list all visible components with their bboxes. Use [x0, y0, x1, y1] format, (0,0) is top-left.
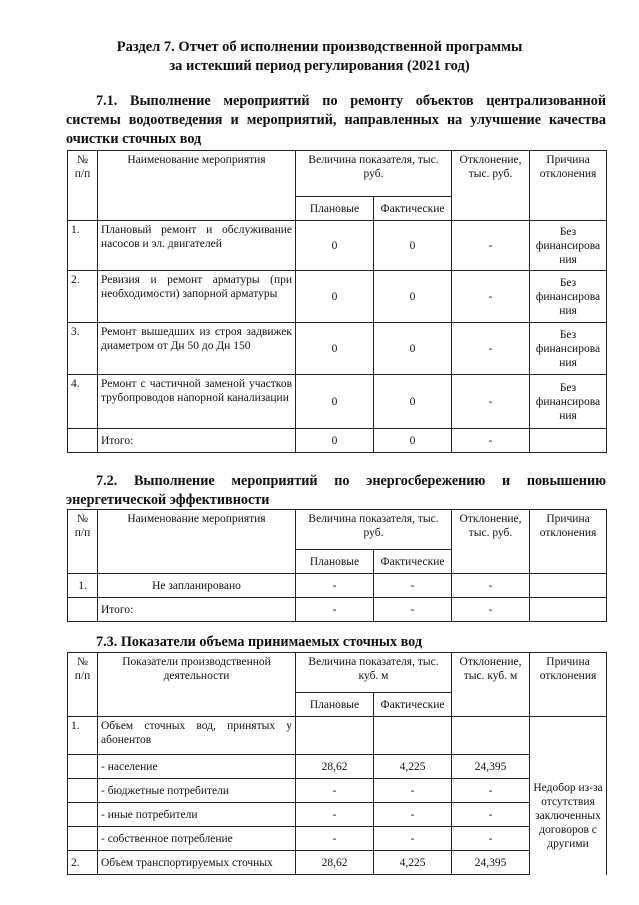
table-row-total	[68, 598, 607, 622]
empty-cell	[68, 779, 98, 803]
row-plan: 0	[296, 221, 374, 271]
table-row	[68, 851, 607, 875]
row-plan: 0	[296, 375, 374, 429]
empty-cell	[452, 717, 530, 755]
empty-cell	[68, 755, 98, 779]
t2-header-num: № п/п	[68, 510, 98, 574]
table-row	[68, 755, 607, 779]
row-deviation: 24,395	[452, 755, 530, 779]
t3-header-plan: Плановые	[296, 693, 374, 717]
row-fact: -	[374, 827, 452, 851]
row-reason: Без финансирова ния	[530, 323, 607, 375]
row-deviation: -	[452, 429, 530, 453]
row-deviation: -	[452, 779, 530, 803]
t2-header-name: Наименование мероприятия	[98, 510, 296, 574]
empty-cell	[296, 717, 374, 755]
empty-cell	[68, 827, 98, 851]
row-reason	[530, 598, 607, 622]
row-reason: Без финансирова ния	[530, 375, 607, 429]
row-num: 1.	[68, 574, 98, 598]
table-row	[68, 271, 607, 323]
t1-header-name: Наименование мероприятия	[98, 151, 296, 221]
t1-header-fact: Фактические	[374, 197, 452, 221]
row-deviation: -	[452, 803, 530, 827]
row-name: - бюджетные потребители	[98, 779, 296, 803]
t3-header-deviation: Отклонение, тыс. куб. м	[452, 653, 530, 717]
row-plan: -	[296, 598, 374, 622]
row-name: - собственное потребление	[98, 827, 296, 851]
row-num: 2.	[68, 851, 98, 875]
row-deviation: -	[452, 221, 530, 271]
row-deviation: -	[452, 271, 530, 323]
row-fact: 4,225	[374, 851, 452, 875]
row-reason	[530, 574, 607, 598]
row-num	[68, 598, 98, 622]
table-7-1	[67, 150, 607, 453]
t2-header-deviation: Отклонение, тыс. руб.	[452, 510, 530, 574]
row-plan: 0	[296, 271, 374, 323]
t2-header-reason: Причина отклонения	[530, 510, 607, 574]
row-deviation: -	[452, 574, 530, 598]
table-row	[68, 221, 607, 271]
t2-header-value: Величина показателя, тыс. руб.	[296, 510, 452, 550]
section-title-line1: Раздел 7. Отчет об исполнении производственной программы	[116, 39, 523, 55]
t3-header-name: Показатели производственной деятельности	[98, 653, 296, 717]
row-plan: 0	[296, 323, 374, 375]
row-fact: 0	[374, 271, 452, 323]
row-num: 4.	[68, 375, 98, 429]
table-row	[68, 827, 607, 851]
row-num: 1.	[68, 717, 98, 755]
table-row	[68, 803, 607, 827]
row-fact: -	[374, 803, 452, 827]
row-fact: 0	[374, 429, 452, 453]
table-row	[68, 375, 607, 429]
row-fact: 0	[374, 375, 452, 429]
table-row	[68, 323, 607, 375]
t1-header-reason: Причина отклонения	[530, 151, 607, 221]
table-7-2	[67, 509, 607, 622]
row-name: Итого:	[98, 598, 296, 622]
row-num: 3.	[68, 323, 98, 375]
t3-header-reason: Причина отклонения	[530, 653, 607, 717]
row-plan: -	[296, 574, 374, 598]
t3-header-value: Величина показателя, тыс. куб. м	[296, 653, 452, 693]
table-row	[68, 574, 607, 598]
row-name: Объем сточных вод, принятых у абонентов	[98, 717, 296, 755]
table-7-3	[67, 652, 607, 875]
row-name: Не запланировано	[98, 574, 296, 598]
table-row	[68, 779, 607, 803]
row-name: Ревизия и ремонт арматуры (при необходимости) запорной арматуры	[98, 271, 296, 323]
row-name: Плановый ремонт и обслуживание насосов и эл. двигателей	[98, 221, 296, 271]
table-row-total	[68, 429, 607, 453]
row-deviation: 24,395	[452, 851, 530, 875]
empty-cell	[374, 717, 452, 755]
row-deviation: -	[452, 827, 530, 851]
row-name: - население	[98, 755, 296, 779]
heading-7-1: 7.1. Выполнение мероприятий по ремонту объектов централизованной системы водоотведения и мероприятий, направленных на улучшение качества очистки сточных вод	[66, 93, 606, 147]
t3-reason: Недобор из-за отсутствия заключенных договоров с другими	[530, 717, 607, 875]
row-num: 1.	[68, 221, 98, 271]
row-deviation: -	[452, 375, 530, 429]
row-num: 2.	[68, 271, 98, 323]
row-reason: Без финансирова ния	[530, 271, 607, 323]
table-row	[68, 717, 607, 755]
heading-7-2: 7.2. Выполнение мероприятий по энергосбережению и повышению энергетической эффективности	[66, 473, 606, 508]
row-num	[68, 429, 98, 453]
row-name: Итого:	[98, 429, 296, 453]
row-fact: 0	[374, 221, 452, 271]
t3-header-num: № п/п	[68, 653, 98, 717]
t1-header-num: № п/п	[68, 151, 98, 221]
t1-header-plan: Плановые	[296, 197, 374, 221]
row-name: Объем транспортируемых сточных	[98, 851, 296, 875]
row-plan: 28,62	[296, 851, 374, 875]
empty-cell	[68, 803, 98, 827]
row-reason	[530, 429, 607, 453]
row-reason: Без финансирова ния	[530, 221, 607, 271]
t2-header-plan: Плановые	[296, 550, 374, 574]
row-name: - иные потребители	[98, 803, 296, 827]
t2-header-fact: Фактические	[374, 550, 452, 574]
row-name: Ремонт вышедших из строя задвижек диаметром от Дн 50 до Дн 150	[98, 323, 296, 375]
section-title-line2: за истекший период регулирования (2021 год)	[169, 58, 470, 74]
row-plan: 28,62	[296, 755, 374, 779]
row-fact: 4,225	[374, 755, 452, 779]
row-fact: -	[374, 779, 452, 803]
row-fact: -	[374, 598, 452, 622]
row-plan: -	[296, 827, 374, 851]
heading-7-3: 7.3. Показатели объема принимаемых сточных вод	[96, 634, 423, 650]
row-deviation: -	[452, 598, 530, 622]
t3-header-fact: Фактические	[374, 693, 452, 717]
t1-header-deviation: Отклонение, тыс. руб.	[452, 151, 530, 221]
row-deviation: -	[452, 323, 530, 375]
row-plan: -	[296, 803, 374, 827]
t1-header-value: Величина показателя, тыс. руб.	[296, 151, 452, 197]
row-name: Ремонт с частичной заменой участков трубопроводов напорной канализации	[98, 375, 296, 429]
row-fact: 0	[374, 323, 452, 375]
row-fact: -	[374, 574, 452, 598]
row-plan: -	[296, 779, 374, 803]
row-plan: 0	[296, 429, 374, 453]
